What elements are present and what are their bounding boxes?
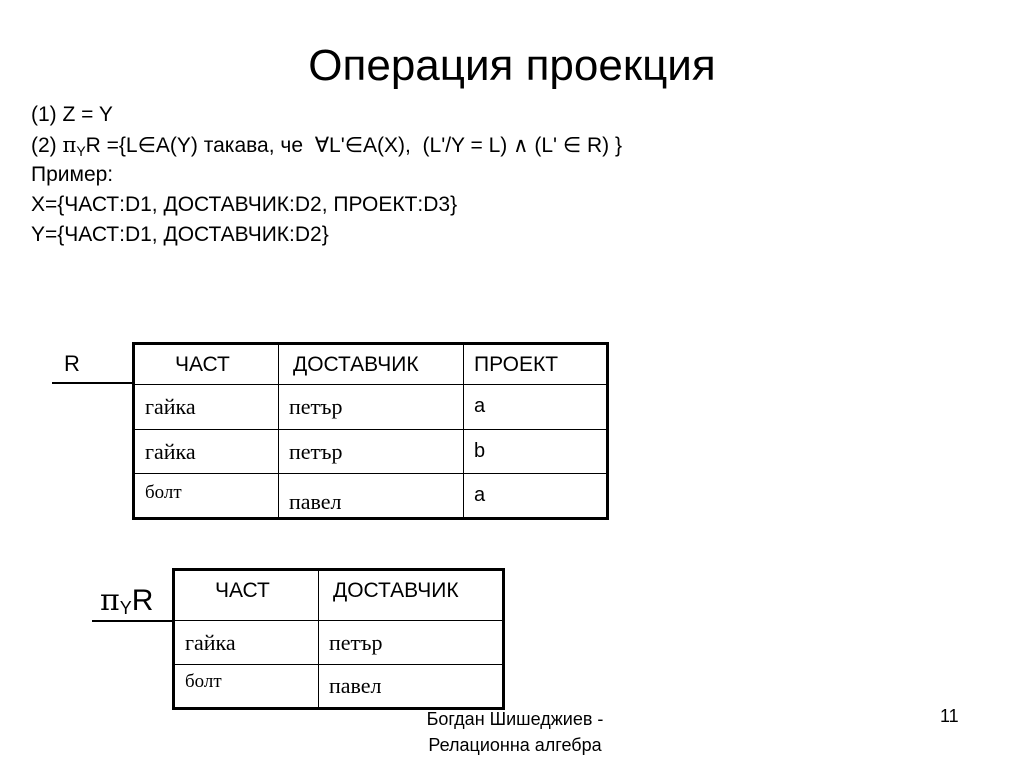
table-cell: павел (319, 665, 504, 709)
table-cell: петър (319, 621, 504, 665)
example-x-line: X={ЧАСТ:D1, ДОСТАВЧИК:D2, ПРОЕКТ:D3} (31, 193, 458, 216)
table-cell: b (464, 430, 608, 474)
table-row (134, 385, 608, 430)
relation-r-underline (52, 382, 134, 384)
projection-relation-name: R (131, 584, 154, 617)
table-cell: петър (279, 385, 464, 430)
table-cell: болт (174, 665, 319, 709)
relation-r-table (132, 342, 609, 520)
header-cell: ЧАСТ (134, 344, 279, 385)
projection-underline (92, 620, 174, 622)
example-y-line: Y={ЧАСТ:D1, ДОСТАВЧИК:D2} (31, 223, 329, 246)
slide-title: Операция проекция (308, 41, 716, 90)
footer-subject: Релационна алгебра (428, 735, 602, 755)
relation-r-label: R (64, 351, 80, 376)
table-cell: гайка (134, 385, 279, 430)
projection-pi-symbol: π (100, 583, 120, 618)
condition-line-2-body: R ={L∈A(Y) такава, че ∀L'∈A(X), (L'/Y = L) ∧ (L' ∈ R) } (85, 134, 622, 157)
table-cell: павел (279, 474, 464, 519)
table-row (134, 430, 608, 474)
table-cell: болт (134, 474, 279, 519)
table-row (174, 665, 504, 709)
table-cell: гайка (134, 430, 279, 474)
projection-table (172, 568, 505, 710)
header-cell: ЧАСТ (174, 570, 319, 621)
footer-credit (380, 706, 650, 758)
table-cell: петър (279, 430, 464, 474)
header-cell: ДОСТАВЧИК (279, 344, 464, 385)
pi-subscript: Y (76, 143, 86, 159)
table-cell: a (464, 385, 608, 430)
definition-text (31, 100, 622, 250)
header-cell: ПРОЕКТ (464, 344, 608, 385)
example-heading: Пример: (31, 163, 114, 186)
condition-line-2 (31, 130, 622, 160)
pi-symbol: π (62, 133, 77, 157)
table-cell: гайка (174, 621, 319, 665)
table-row (174, 621, 504, 665)
table-row (134, 474, 608, 519)
table-header-row (134, 344, 608, 385)
page-number: 11 (940, 706, 959, 726)
projection-label (100, 585, 153, 620)
footer-author: Богдан Шишеджиев - (426, 709, 604, 729)
table-header-row (174, 570, 504, 621)
projection-subscript: Y (119, 598, 132, 618)
condition-line-2-prefix: (2) (31, 134, 63, 157)
header-cell: ДОСТАВЧИК (319, 570, 504, 621)
table-cell: a (464, 474, 608, 519)
condition-line-1: (1) Z = Y (31, 103, 113, 126)
